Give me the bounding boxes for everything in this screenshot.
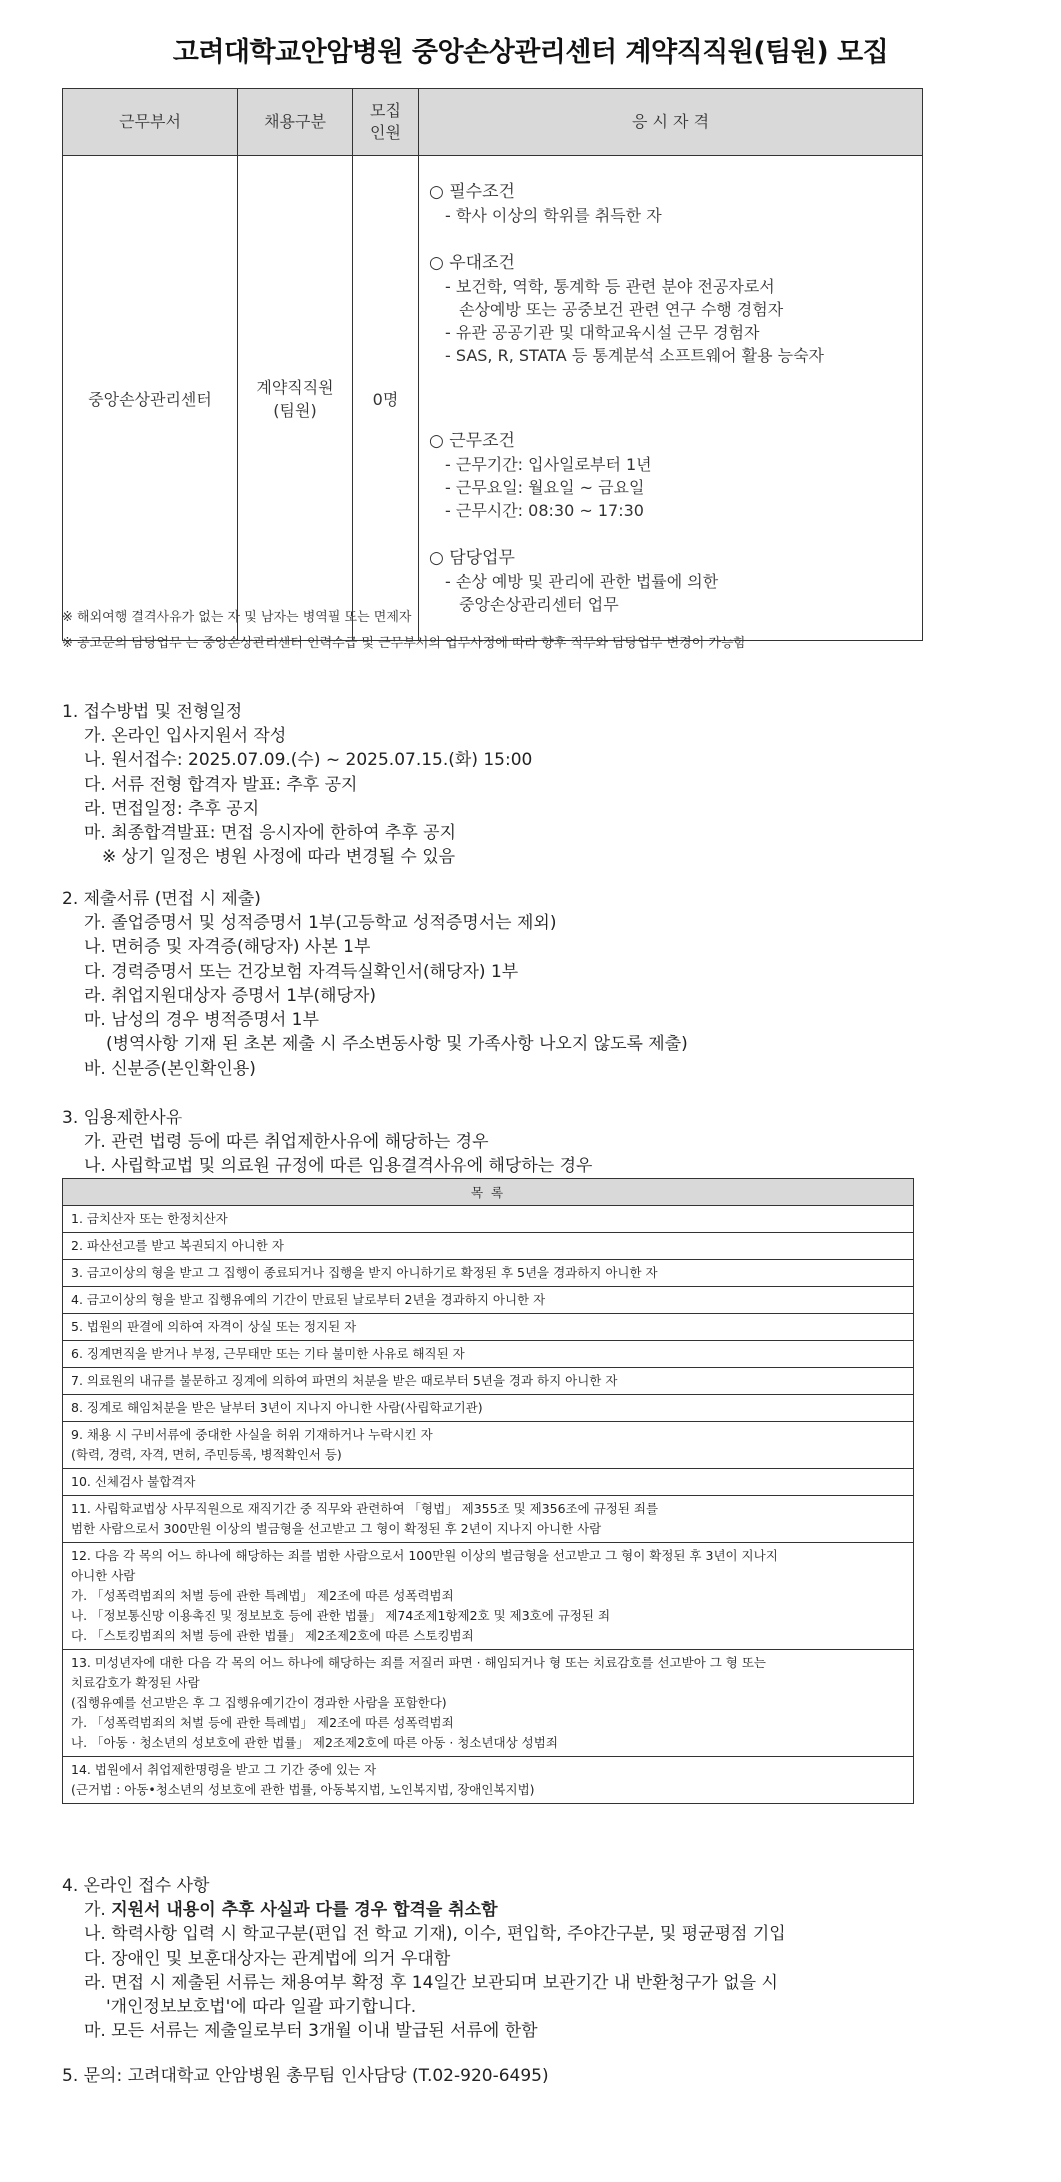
- list-item: 나. 사립학교법 및 의료원 규정에 따른 임용결격사유에 해당하는 경우: [84, 1156, 593, 1177]
- restriction-line: (근거법 : 아동•청소년의 성보호에 관한 법률, 아동복지법, 노인복지법, 장애인복지법): [71, 1782, 535, 1797]
- restriction-line: 2. 파산선고를 받고 복권되지 아니한 자: [71, 1238, 284, 1253]
- duties-item: - 손상 예방 및 관리에 관한 법률에 의한: [445, 572, 719, 591]
- section-heading: 3. 임용제한사유: [62, 1108, 183, 1128]
- list-item: 라. 면접일정: 추후 공지: [84, 798, 260, 819]
- table-row: [63, 1496, 914, 1543]
- restrictions-header-row: [63, 1179, 914, 1206]
- note-duty-change: ※ 공고문의 담당업무 는 중앙손상관리센터 인력수급 및 근무부서의 업무사정에 따라 향후 직무와 담당업무 변경이 가능함: [62, 636, 747, 651]
- preferred-heading: ○ 우대조건: [429, 253, 515, 273]
- table-row: [63, 1757, 914, 1804]
- table-row: [63, 1206, 914, 1233]
- restriction-line: 6. 징계면직을 받거나 부정, 근무태만 또는 기타 불미한 사유로 해직된 자: [71, 1346, 465, 1361]
- header-count: [353, 89, 419, 156]
- restriction-line: 4. 금고이상의 형을 받고 집행유예의 기간이 만료된 날로부터 2년을 경과하지 아니한 자: [71, 1292, 546, 1307]
- restriction-line: 범한 사람으로서 300만원 이상의 벌금형을 선고받고 그 형이 확정된 후 2년이 지나지 아니한 사람: [71, 1521, 602, 1536]
- table-row: [63, 1368, 914, 1395]
- restriction-line: 가. 「성폭력범죄의 처벌 등에 관한 특례법」 제2조에 따른 성폭력범죄: [71, 1588, 454, 1603]
- list-item: ※ 상기 일정은 병원 사정에 따라 변경될 수 있음: [102, 847, 456, 868]
- table-row: [63, 1469, 914, 1496]
- table-row: [63, 1233, 914, 1260]
- list-item: 바. 신분증(본인확인용): [84, 1058, 256, 1079]
- list-item: 나. 면허증 및 자격증(해당자) 사본 1부: [84, 937, 371, 958]
- list-item: 나. 원서접수: 2025.07.09.(수) ~ 2025.07.15.(화) 15:00: [84, 750, 533, 771]
- table-header-row: [63, 89, 923, 156]
- header-type: 채용구분: [238, 89, 353, 156]
- list-item: 나. 학력사항 입력 시 학교구분(편입 전 학교 기재), 이수, 편입학, 주야간구분, 및 평균평점 기입: [84, 1924, 786, 1945]
- restriction-line: 아니한 사람: [71, 1568, 136, 1583]
- restriction-line: 14. 법원에서 취업제한명령을 받고 그 기간 중에 있는 자: [71, 1762, 377, 1777]
- preferred-block: [429, 251, 922, 367]
- restriction-line: 10. 신체검사 불합격자: [71, 1474, 196, 1489]
- list-item: 라. 면접 시 제출된 서류는 채용여부 확정 후 14일간 보관되며 보관기간 내 반환청구가 없을 시: [84, 1972, 778, 1993]
- cell-qualifications: [419, 156, 923, 641]
- list-item: 가. 졸업증명서 및 성적증명서 1부(고등학교 성적증명서는 제외): [84, 913, 557, 933]
- restriction-line: 나. 「정보통신망 이용촉진 및 정보보호 등에 관한 법률」 제74조제1항제2호 및 제3호에 규정된 죄: [71, 1608, 611, 1623]
- required-block: [429, 180, 922, 227]
- restriction-line: 치료감호가 확정된 사람: [71, 1675, 200, 1690]
- restriction-line: 가. 「성폭력범죄의 처벌 등에 관한 특례법」 제2조에 따른 성폭력범죄: [71, 1715, 454, 1730]
- restriction-line: (집행유예를 선고받은 후 그 집행유예기간이 경과한 사람을 포함한다): [71, 1695, 447, 1710]
- table-row: [63, 1422, 914, 1469]
- conditions-item: - 근무요일: 월요일 ~ 금요일: [445, 478, 645, 497]
- list-item: '개인정보보호법'에 따라 일괄 파기합니다.: [106, 1997, 417, 2018]
- restriction-line: 7. 의료원의 내규를 불문하고 징계에 의하여 파면의 처분을 받은 때로부터 5년을 경과 하지 아니한 자: [71, 1373, 618, 1388]
- restriction-line: 8. 징계로 해임처분을 받은 날부터 3년이 지나지 아니한 사람(사립학교기관): [71, 1400, 483, 1415]
- conditions-block: [429, 429, 922, 522]
- restrictions-header: 목 록: [63, 1179, 914, 1206]
- conditions-item: - 근무기간: 입사일로부터 1년: [445, 455, 652, 474]
- preferred-item: - 유관 공공기관 및 대학교육시설 근무 경험자: [445, 323, 760, 342]
- restriction-line: 11. 사립학교법상 사무직원으로 재직기간 중 직무와 관련하여 「형법」 제355조 및 제356조에 규정된 죄를: [71, 1501, 659, 1516]
- restriction-line: (학력, 경력, 자격, 면허, 주민등록, 병적확인서 등): [71, 1447, 342, 1462]
- restriction-line: 1. 금치산자 또는 한정치산자: [71, 1211, 228, 1226]
- section-online-application: [62, 1874, 1002, 2044]
- cell-count: 0명: [353, 156, 419, 641]
- section-heading: 2. 제출서류 (면접 시 제출): [62, 889, 261, 909]
- list-item: 가. 관련 법령 등에 따른 취업제한사유에 해당하는 경우: [84, 1132, 489, 1152]
- list-item: 마. 남성의 경우 병적증명서 1부: [84, 1010, 319, 1031]
- conditions-heading: ○ 근무조건: [429, 431, 515, 451]
- table-row: [63, 1260, 914, 1287]
- preferred-item: - SAS, R, STATA 등 통계분석 소프트웨어 활용 능숙자: [445, 346, 825, 365]
- list-item: 가. 온라인 입사지원서 작성: [84, 726, 287, 746]
- section-application-schedule: [62, 700, 1002, 870]
- recruitment-table: [62, 88, 923, 641]
- header-dept: 근무부서: [63, 89, 238, 156]
- table-row: [63, 1543, 914, 1650]
- restriction-line: 5. 법원의 판결에 의하여 자격이 상실 또는 정지된 자: [71, 1319, 357, 1334]
- page-title: 고려대학교안암병원 중앙손상관리센터 계약직직원(팀원) 모집: [172, 37, 889, 68]
- duties-block: [429, 546, 922, 616]
- list-item: 다. 장애인 및 보훈대상자는 관계법에 의거 우대함: [84, 1948, 451, 1969]
- section-contact: [62, 2064, 1002, 2088]
- restriction-line: 3. 금고이상의 형을 받고 그 집행이 종료되거나 집행을 받지 아니하기로 확정된 후 5년을 경과하지 아니한 자: [71, 1265, 658, 1280]
- list-item: (병역사항 기재 된 초본 제출 시 주소변동사항 및 가족사항 나오지 않도록 제출): [106, 1034, 688, 1055]
- section-restrictions: [62, 1106, 1002, 1179]
- restriction-line: 12. 다음 각 목의 어느 하나에 해당하는 죄를 범한 사람으로서 100만원 이상의 벌금형을 선고받고 그 형이 확정된 후 3년이 지나지: [71, 1548, 778, 1563]
- restriction-line: 나. 「아동 · 청소년의 성보호에 관한 법률」 제2조제2호에 따른 아동 · 청소년대상 성범죄: [71, 1735, 558, 1750]
- section-heading: 4. 온라인 접수 사항: [62, 1876, 210, 1896]
- table-row: [63, 1395, 914, 1422]
- note-military: ※ 해외여행 결격사유가 없는 자 및 남자는 병역필 또는 면제자: [62, 610, 412, 625]
- list-item: [62, 1898, 1002, 1922]
- cell-type: [238, 156, 353, 641]
- table-row: [63, 1287, 914, 1314]
- required-heading: ○ 필수조건: [429, 182, 515, 202]
- restriction-line: 13. 미성년자에 대한 다음 각 목의 어느 하나에 해당하는 죄를 저질러 파면 · 해임되거나 형 또는 치료감호를 선고받아 그 형 또는: [71, 1655, 766, 1670]
- duties-heading: ○ 담당업무: [429, 548, 515, 568]
- section-documents: [62, 887, 1002, 1081]
- cell-dept: 중앙손상관리센터: [63, 156, 238, 641]
- restrictions-table: [62, 1178, 914, 1804]
- conditions-item: - 근무시간: 08:30 ~ 17:30: [445, 501, 644, 520]
- contact-text: 5. 문의: 고려대학교 안암병원 총무팀 인사담당 (T.02-920-6495): [62, 2066, 549, 2086]
- section-heading: 1. 접수방법 및 전형일정: [62, 702, 243, 722]
- table-row: [63, 156, 923, 641]
- table-row: [63, 1314, 914, 1341]
- restriction-line: 다. 「스토킹범죄의 처벌 등에 관한 법률」 제2조제2호에 따른 스토킹범죄: [71, 1628, 474, 1643]
- table-row: [63, 1341, 914, 1368]
- list-item: 다. 경력증명서 또는 건강보험 자격득실확인서(해당자) 1부: [84, 961, 519, 982]
- warning-text: 지원서 내용이 추후 사실과 다를 경우 합격을 취소함: [111, 1900, 498, 1920]
- list-item: 마. 모든 서류는 제출일로부터 3개월 이내 발급된 서류에 한함: [84, 2021, 538, 2042]
- preferred-item: 손상예방 또는 공중보건 관련 연구 수행 경험자: [459, 300, 784, 319]
- header-count-line2: 인원: [370, 123, 401, 142]
- header-quals: 응 시 자 격: [419, 89, 923, 156]
- list-item: 라. 취업지원대상자 증명서 1부(해당자): [84, 985, 377, 1006]
- item-prefix: 가.: [84, 1900, 112, 1920]
- restriction-line: 9. 채용 시 구비서류에 중대한 사실을 허위 기재하거나 누락시킨 자: [71, 1427, 433, 1442]
- header-count-line1: 모집: [370, 101, 401, 120]
- table-row: [63, 1650, 914, 1757]
- list-item: 다. 서류 전형 합격자 발표: 추후 공지: [84, 774, 358, 795]
- cell-type-line2: (팀원): [273, 401, 317, 420]
- required-item: - 학사 이상의 학위를 취득한 자: [445, 206, 662, 225]
- cell-type-line1: 계약직직원: [256, 378, 334, 397]
- preferred-item: - 보건학, 역학, 통계학 등 관련 분야 전공자로서: [445, 277, 775, 296]
- duties-item: 중앙손상관리센터 업무: [459, 595, 619, 614]
- list-item: 마. 최종합격발표: 면접 응시자에 한하여 추후 공지: [84, 823, 456, 844]
